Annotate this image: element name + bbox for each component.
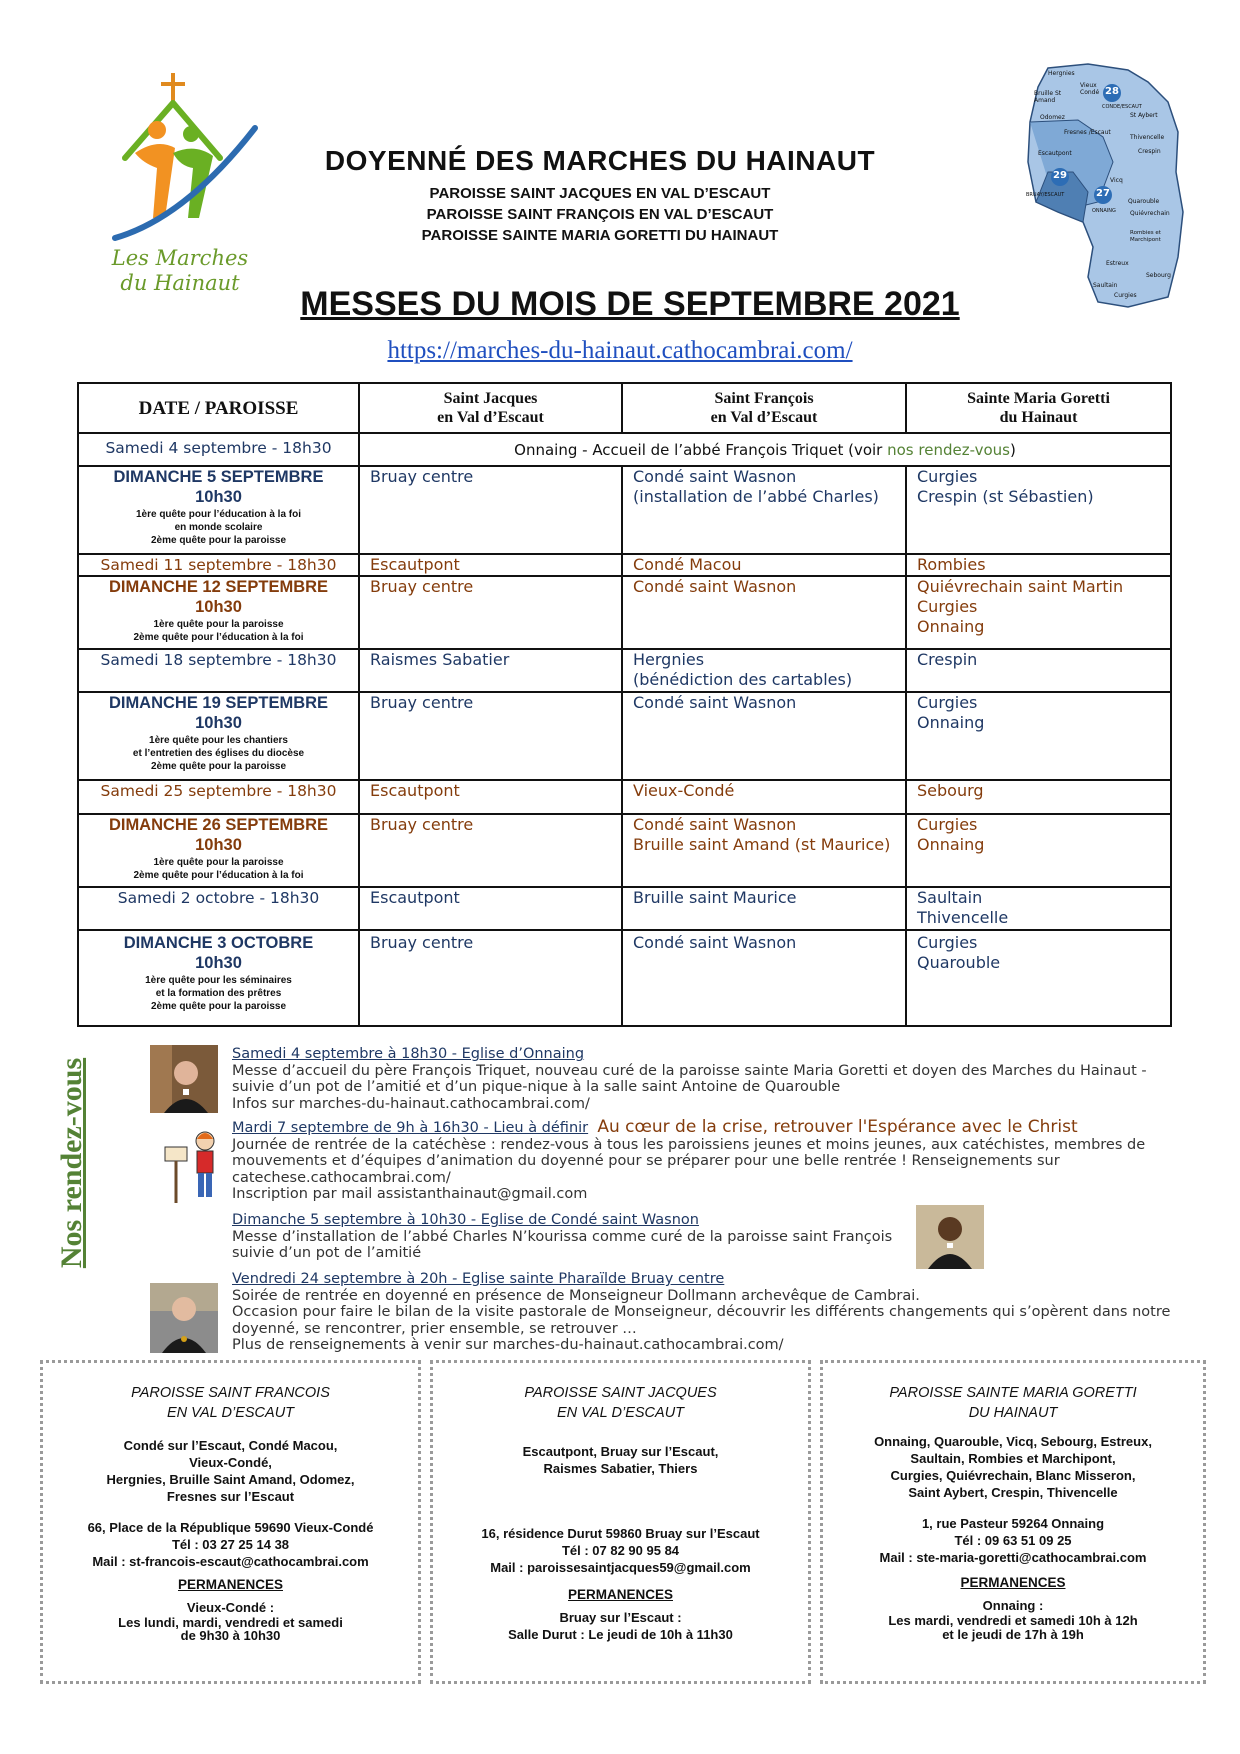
map-label: Quarouble <box>1128 198 1160 205</box>
table-row: DIMANCHE 26 SEPTEMBRE 10h30 1ère quête pour la paroisse 2ème quête pour l’éducation à la foi Bruay centre Condé saint Wasnon Bruille saint Amand (st Maurice) Curgies Onnaing <box>78 814 1171 887</box>
logo-text-line2: du Hainaut <box>120 271 240 295</box>
map-label: Quiévrechain <box>1130 210 1170 217</box>
map-label: Saultain <box>1093 282 1118 289</box>
event-onnaing: Samedi 4 septembre à 18h30 - Eglise d’Onnaing Messe d’accueil du père François Triquet, nouveau curé de la paroisse sainte Maria Goretti et doyen des Marches du Hainaut - suivie d’un pot de l’amitié et d’un pique-nique à la salle saint Antoine de Quarouble Infos sur marches-du-hainaut.cathocambrai.com/ <box>232 1046 1147 1112</box>
table-row: Samedi 11 septembre - 18h30 Escautpont Condé Macou Rombies <box>78 554 1171 576</box>
archbishop-photo <box>150 1283 218 1353</box>
parish-line-1: PAROISSE SAINT JACQUES EN VAL D’ESCAUT <box>429 185 771 202</box>
map-label: Thivencelle <box>1130 134 1165 141</box>
header-saint-francois: Saint François en Val d’Escaut <box>622 383 906 433</box>
deanery-title: DOYENNÉ DES MARCHES DU HAINAUT <box>324 145 876 176</box>
website-link[interactable]: https://marches-du-hainaut.cathocambrai.com/ <box>387 337 853 364</box>
table-row: DIMANCHE 5 SEPTEMBRE 10h30 1ère quête pour l’éducation à la foi en monde scolaire 2ème quête pour la paroisse Bruay centre Condé saint Wasnon (installation de l’abbé Charles) Curgies Crespin (st Sébastien) <box>78 466 1171 554</box>
table-row: Samedi 18 septembre - 18h30 Raismes Sabatier Hergnies (bénédiction des cartables) Crespin <box>78 649 1171 692</box>
map-label: Sebourg <box>1146 272 1171 279</box>
merged-event-cell: Onnaing - Accueil de l’abbé François Triquet (voir nos rendez-vous) <box>359 433 1171 466</box>
map-label: Hergnies <box>1048 70 1075 77</box>
priest-photo <box>150 1045 218 1113</box>
parish-line-2: PAROISSE SAINT FRANÇOIS EN VAL D’ESCAUT <box>426 206 774 223</box>
logo-text-line1: Les Marches <box>111 246 249 270</box>
deanery-map <box>1018 62 1198 312</box>
map-label: Vicq <box>1110 177 1123 184</box>
rendez-vous-side-label: Nos rendez-vous <box>55 1057 88 1269</box>
parish-box-saint-francois: PAROISSE SAINT FRANCOIS EN VAL D’ESCAUT Condé sur l’Escaut, Condé Macou, Vieux-Condé, Hergnies, Bruille Saint Amand, Odomez, Fresnes sur l’Escaut 66, Place de la République 59690 Vieux-Condé Tél : 03 27 25 14 38 Mail : st-francois-escaut@cathocambrai.com PERMANENCES Vieux-Condé : Les lundi, mardi, vendredi et samedi de 9h30 à 10h30 <box>40 1360 421 1684</box>
mass-schedule-table <box>77 382 1172 1027</box>
map-number: 29 <box>1053 170 1067 181</box>
row-date: Samedi 4 septembre - 18h30 <box>78 433 359 466</box>
table-header-row <box>78 383 1171 433</box>
event-catechese: Mardi 7 septembre de 9h à 16h30 - Lieu à définir Au cœur de la crise, retrouver l'Espérance avec le Christ Journée de rentrée de la catéchèse : rendez-vous à tous les paroissiens jeunes et moins jeunes, aux catéchistes, membres de mouvements et d’équipes d’animation du doyenné pour se préparer pour une belle rentrée ! Renseignements sur catechese.cathocambrai.com/ Inscription par mail assistanthainaut@gmail.com <box>232 1117 1146 1202</box>
map-number: 28 <box>1105 86 1119 97</box>
map-label: Estreux <box>1106 260 1129 267</box>
table-row: DIMANCHE 12 SEPTEMBRE 10h30 1ère quête pour la paroisse 2ème quête pour l’éducation à la foi Bruay centre Condé saint Wasnon Quiévrechain saint Martin Curgies Onnaing <box>78 576 1171 649</box>
map-label: Bruille St Amand <box>1034 90 1062 104</box>
map-label: Crespin <box>1138 148 1161 155</box>
map-label: Curgies <box>1114 292 1137 299</box>
table-row: Samedi 25 septembre - 18h30 Escautpont Vieux-Condé Sebourg <box>78 780 1171 814</box>
parish-box-maria-goretti: PAROISSE SAINTE MARIA GORETTI DU HAINAUT Onnaing, Quarouble, Vicq, Sebourg, Estreux, Saultain, Rombies et Marchipont, Curgies, Quiévrechain, Blanc Misseron, Saint Aybert, Crespin, Thivencelle 1, rue Pasteur 59264 Onnaing Tél : 09 63 51 09 25 Mail : ste-maria-goretti@cathocambrai.com PERMANENCES Onnaing : Les mardi, vendredi et samedi 10h à 12h et le jeudi de 17h à 19h <box>820 1360 1206 1684</box>
row-date: DIMANCHE 5 SEPTEMBRE 10h30 1ère quête pour l’éducation à la foi en monde scolaire 2ème quête pour la paroisse <box>78 466 359 554</box>
header-date: DATE / PAROISSE <box>78 383 359 433</box>
event-conde-installation: Dimanche 5 septembre à 10h30 - Eglise de Condé saint Wasnon Messe d’installation de l’abbé Charles N’kourissa comme curé de la paroisse saint François suivie d’un pot de l’amitié <box>232 1212 893 1261</box>
parish-line-3: PAROISSE SAINTE MARIA GORETTI DU HAINAUT <box>421 227 779 244</box>
map-label: Vieux Condé <box>1080 82 1100 96</box>
map-label: Fresnes /Escaut <box>1064 129 1111 136</box>
page-title: MESSES DU MOIS DE SEPTEMBRE 2021 <box>300 285 960 323</box>
table-row: DIMANCHE 19 SEPTEMBRE 10h30 1ère quête pour les chantiers et l’entretien des églises du diocèse 2ème quête pour la paroisse Bruay centre Condé saint Wasnon Curgies Onnaing <box>78 692 1171 780</box>
parish-box-saint-jacques: PAROISSE SAINT JACQUES EN VAL D’ESCAUT Escautpont, Bruay sur l’Escaut, Raismes Sabatier, Thiers 16, résidence Durut 59860 Bruay sur l’Escaut Tél : 07 82 90 95 84 Mail : paroissesaintjacques59@gmail.com PERMANENCES Bruay sur l’Escaut : Salle Durut : Le jeudi de 10h à 11h30 <box>430 1360 811 1684</box>
table-row: Samedi 2 octobre - 18h30 Escautpont Bruille saint Maurice Saultain Thivencelle <box>78 887 1171 930</box>
map-label: BRUAY/ESCAUT <box>1026 192 1065 198</box>
event-bruay-rentree: Vendredi 24 septembre à 20h - Eglise sainte Pharaïlde Bruay centre Soirée de rentrée en doyenné en présence de Monseigneur Dollmann archevêque de Cambrai. Occasion pour faire le bilan de la visite pastorale de Monseigneur, découvrir les différents changements qui s’opèrent dans notre doyenné, se rencontrer, prier ensemble, se retrouver … Plus de renseignements à venir sur marches-du-hainaut.cathocambrai.com/ <box>232 1271 1171 1353</box>
header-maria-goretti: Sainte Maria Goretti du Hainaut <box>906 383 1171 433</box>
logo <box>95 68 265 298</box>
map-label: Rombies et Marchipont <box>1130 230 1161 243</box>
cartoon-sign-image <box>163 1125 225 1205</box>
abbe-charles-photo <box>916 1205 984 1269</box>
map-label: ONNAING <box>1092 208 1116 214</box>
table-row <box>78 433 1171 466</box>
map-label: Escautpont <box>1038 150 1072 157</box>
map-number: 27 <box>1096 188 1110 199</box>
map-label: CONDE/ESCAUT <box>1102 104 1142 110</box>
map-label: Odomez <box>1040 114 1065 121</box>
header-saint-jacques: Saint Jacques en Val d’Escaut <box>359 383 622 433</box>
table-row: DIMANCHE 3 OCTOBRE 10h30 1ère quête pour les séminaires et la formation des prêtres 2ème quête pour la paroisse Bruay centre Condé saint Wasnon Curgies Quarouble <box>78 930 1171 1026</box>
map-label: St Aybert <box>1130 112 1158 119</box>
